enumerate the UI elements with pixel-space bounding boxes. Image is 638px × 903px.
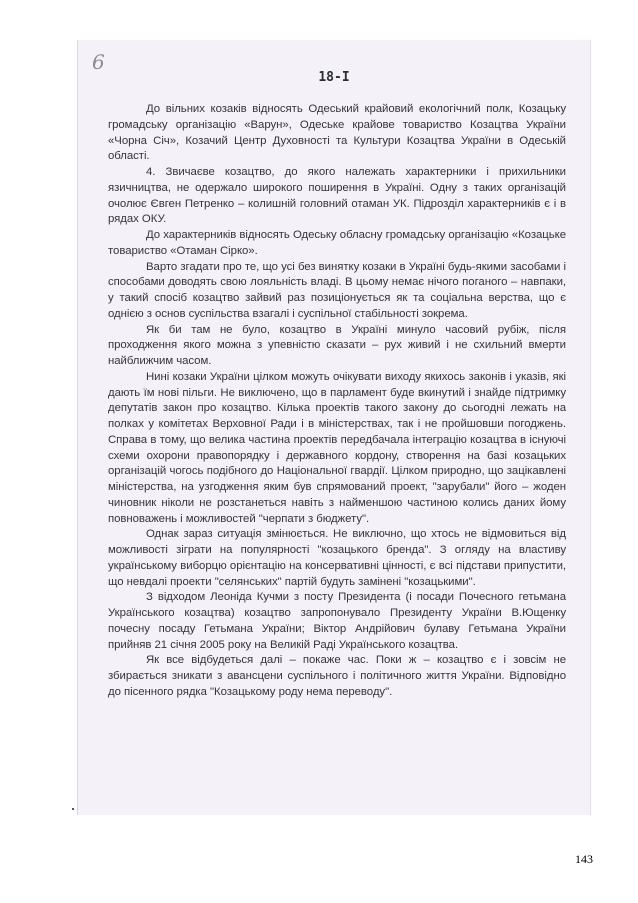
page-number: 143 — [575, 852, 593, 866]
scanned-page — [77, 40, 591, 815]
sheet-number: 18-І — [318, 70, 350, 85]
paragraph: До вільних козаків відносять Одеський крайовий екологічний полк, Козацьку громадську організацію «Варун», Одеське крайове товариство Козацтва України «Чорна Січ», Козачий Центр Духовності та Культури Козацтва України в Одеській області. — [108, 103, 566, 163]
paragraph: 4. Звичаєве козацтво, до якого належать характерники і прихильники язичництва, не одержало широкого поширення в Україні. Одну з таких організацій очолює Євген Петренко – колишній головний отаман УК. Підрозділ характерників є і в рядах ОКУ. — [108, 166, 566, 226]
margin-note: 6 — [92, 50, 105, 74]
paragraph: Однак зараз ситуація змінюється. Не виключно, що хтось не відмовиться від можливості зіграти на популярності "козацького бренда". З огляду на властиву українському виборцю орієнтацію на консервативні цінності, є всі підстави припустити, що невдалі проекти "селянських" партій будуть замінені "козацькими". — [108, 528, 566, 588]
body-text — [108, 102, 566, 701]
paragraph: Як все відбудеться далі – покаже час. Поки ж – козацтво є і зовсім не збирається зникати з авансцени суспільного і політичного життя України. Відповідно до пісенного рядка "Козацькому роду нема переводу". — [108, 654, 566, 698]
paragraph: З відходом Леоніда Кучми з посту Президента (і посади Почесного гетьмана Українського козацтва) козацтво запропонувало Президенту України В.Ющенку почесну посаду Гетьмана України; Віктор Андрійович булаву Гетьмана України прийняв 21 січня 2005 року на Великій Раді Українського козацтва. — [108, 591, 566, 651]
paragraph: Варто згадати про те, що усі без винятку козаки в Україні будь-якими засобами і способами доводять свою лояльність владі. В цьому немає нічого поганого – навпаки, у такий спосіб козацтво зайвий раз позиціонується як та соціальна верства, що є однією з основ суспільства взагалі і суспільної стабільності зокрема. — [108, 260, 566, 320]
paragraph: Нині козаки України цілком можуть очікувати виходу якихось законів і указів, які дають їм нові пільги. Не виключено, що в парламент буде вкинутий і знайде підтримку депутатів закон про козацтво. Кілька проектів такого закону до сьогодні лежать на полках у комітетах Верховної Ради і в міністерствах, так і не пройшовши погоджень. Справа в тому, що велика частина проектів передбачала інтеграцію козацтва в існуючі схеми охорони правопорядку і державного кордону, створення на базі козацьких організацій чогось подібного до Національної гвардії. Цілком природно, що зацікавлені міністерства, на узгодження яким був спрямований проект, "зарубали" його – жоден чиновник ніколи не розстанеться навіть з найменшою частиною колись даних йому повноважень і можливостей "черпати з бюджету". — [108, 370, 566, 525]
paragraph: Як би там не було, козацтво в Україні минуло часовий рубіж, після проходження якого можна з упевністю сказати – рух живий і не схильний вмерти найближчим часом. — [108, 323, 566, 367]
paragraph: До характерників відносять Одеську обласну громадську організацію «Козацьке товариство «Отаман Сірко». — [108, 229, 566, 257]
scan-speck — [72, 808, 74, 810]
